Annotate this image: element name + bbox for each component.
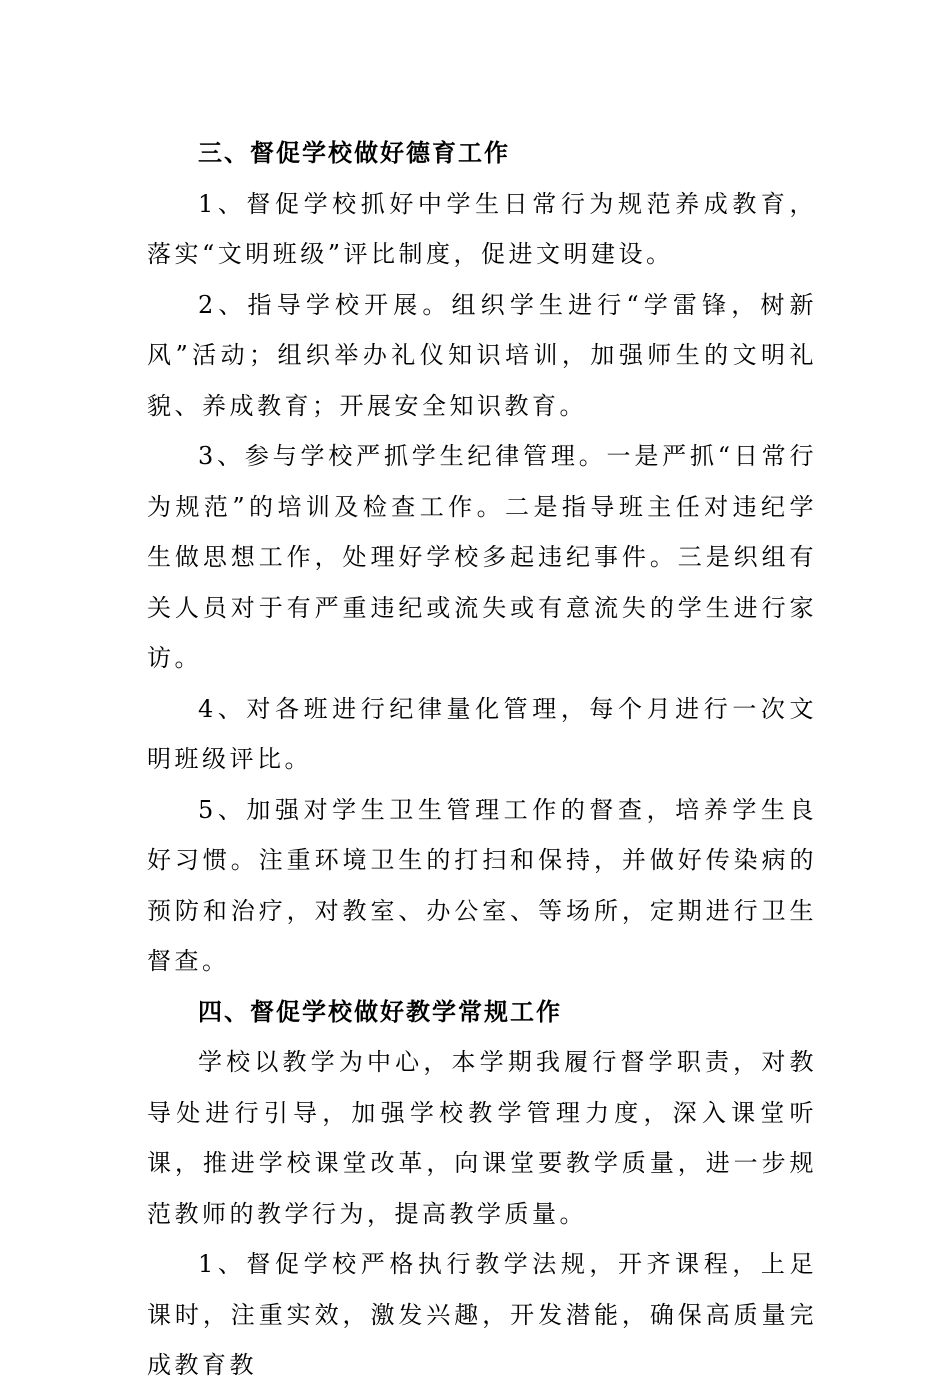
paragraph-class-evaluation: 4、对各班进行纪律量化管理，每个月进行一次文明班级评比。: [147, 694, 817, 773]
document-body: [147, 128, 817, 1391]
paragraph-hygiene: 5、加强对学生卫生管理工作的督查，培养学生良好习惯。注重环境卫生的打扫和保持，并做好传染病的预防和治疗，对教室、办公室、等场所，定期进行卫生督查。: [147, 795, 817, 975]
section-heading-teaching-routine: 四、督促学校做好教学常规工作: [198, 996, 562, 1026]
section-heading-moral-education: 三、督促学校做好德育工作: [198, 138, 510, 167]
paragraph-behavior-norms: 1、督促学校抓好中学生日常行为规范养成教育，落实“文明班级”评比制度，促进文明建设。: [147, 189, 817, 268]
paragraph-teaching-center: 学校以教学为中心，本学期我履行督学职责，对教导处进行引导，加强学校教学管理力度，深入课堂听课，推进学校课堂改革，向课堂要教学质量，进一步规范教师的教学行为，提高教学质量。: [147, 1048, 817, 1228]
paragraph-discipline: 3、参与学校严抓学生纪律管理。一是严抓“日常行为规范”的培训及检查工作。二是指导班主任对违纪学生做思想工作，处理好学校多起违纪事件。三是织组有关人员对于有严重违纪或流失或有意流失的学生进行家访。: [147, 442, 817, 672]
paragraph-activities: 2、指导学校开展。组织学生进行“学雷锋，树新风”活动；组织举办礼仪知识培训，加强师生的文明礼貌、养成教育；开展安全知识教育。: [147, 290, 817, 420]
paragraph-teaching-regulations: 1、督促学校严格执行教学法规，开齐课程，上足课时，注重实效，激发兴趣，开发潜能，确保高质量完成教育教: [147, 1250, 817, 1379]
